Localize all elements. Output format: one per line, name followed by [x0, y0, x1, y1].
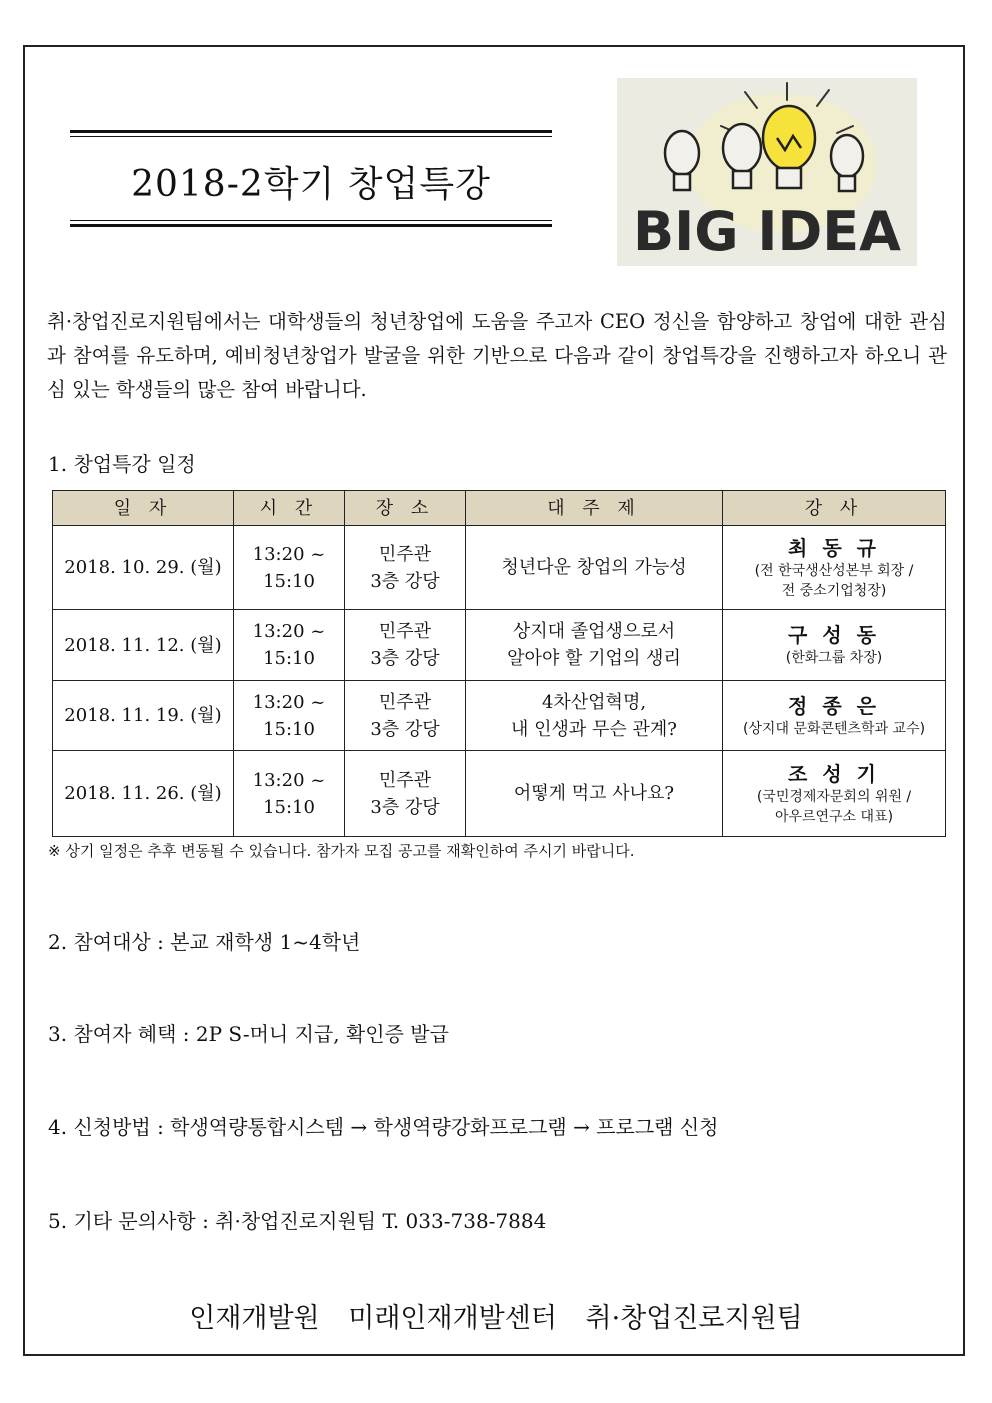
- header-place: 장 소: [345, 491, 466, 526]
- schedule-table: [52, 490, 946, 837]
- table-row: [53, 526, 946, 610]
- big-idea-lightbulbs-icon: [617, 78, 917, 266]
- row-place: 민주관 3층 강당: [345, 751, 466, 837]
- contact-info: 5. 기타 문의사항 : 취·창업진로지원팀 T. 033-738-7884: [48, 1209, 547, 1233]
- title-box: [70, 130, 552, 227]
- row-topic: 어떻게 먹고 사나요?: [466, 751, 723, 837]
- row-speaker: 정 종 은 (상지대 문화콘텐츠학과 교수): [723, 681, 946, 751]
- participant-target: 2. 참여대상 : 본교 재학생 1~4학년: [48, 930, 361, 954]
- footer-org1: 인재개발원: [189, 1303, 320, 1334]
- row-date: 2018. 11. 12. (월): [53, 610, 234, 681]
- schedule-heading: 1. 창업특강 일정: [48, 452, 196, 476]
- row-date: 2018. 11. 26. (월): [53, 751, 234, 837]
- header-time: 시 간: [234, 491, 345, 526]
- row-time: 13:20 ~ 15:10: [234, 610, 345, 681]
- schedule-note: ※ 상기 일정은 추후 변동될 수 있습니다. 참가자 모집 공고를 재확인하여 주시기 바랍니다.: [48, 842, 635, 860]
- row-place: 민주관 3층 강당: [345, 681, 466, 751]
- row-speaker: 최 동 규 (전 한국생산성본부 회장 / 전 중소기업청장): [723, 526, 946, 610]
- row-topic: 4차산업혁명, 내 인생과 무슨 관계?: [466, 681, 723, 751]
- row-time: 13:20 ~ 15:10: [234, 751, 345, 837]
- header-topic: 대 주 제: [466, 491, 723, 526]
- row-date: 2018. 11. 19. (월): [53, 681, 234, 751]
- row-place: 민주관 3층 강당: [345, 526, 466, 610]
- row-place: 민주관 3층 강당: [345, 610, 466, 681]
- big-idea-text: BIG IDEA: [633, 200, 901, 263]
- row-speaker: 조 성 기 (국민경제자문회의 위원 / 아우르연구소 대표): [723, 751, 946, 837]
- apply-method: 4. 신청방법 : 학생역량통합시스템 → 학생역량강화프로그램 → 프로그램 신청: [48, 1115, 719, 1139]
- footer-org: [0, 1296, 992, 1335]
- table-row: [53, 681, 946, 751]
- footer-org3: 취·창업진로지원팀: [585, 1303, 803, 1334]
- participant-benefit: 3. 참여자 혜택 : 2P S-머니 지급, 확인증 발급: [48, 1022, 449, 1046]
- page-title: 2018-2학기 창업특강: [131, 164, 491, 205]
- table-header-row: [53, 491, 946, 526]
- row-time: 13:20 ~ 15:10: [234, 681, 345, 751]
- footer-org2: 미래인재개발센터: [348, 1303, 557, 1334]
- row-date: 2018. 10. 29. (월): [53, 526, 234, 610]
- table-row: [53, 751, 946, 837]
- header-speaker: 강 사: [723, 491, 946, 526]
- row-speaker: 구 성 동 (한화그룹 차장): [723, 610, 946, 681]
- intro-paragraph: 취·창업진로지원팀에서는 대학생들의 청년창업에 도움을 주고자 CEO 정신을 함양하고 창업에 대한 관심과 참여를 유도하며, 예비청년창업가 발굴을 위한 기반으로 다음과 같이 창업특강을 진행하고자 하오니 관심 있는 학생들의 많은 참여 바랍니다.: [47, 310, 947, 401]
- header-date: 일 자: [53, 491, 234, 526]
- table-row: [53, 610, 946, 681]
- row-time: 13:20 ~ 15:10: [234, 526, 345, 610]
- row-topic: 청년다운 창업의 가능성: [466, 526, 723, 610]
- row-topic: 상지대 졸업생으로서 알아야 할 기업의 생리: [466, 610, 723, 681]
